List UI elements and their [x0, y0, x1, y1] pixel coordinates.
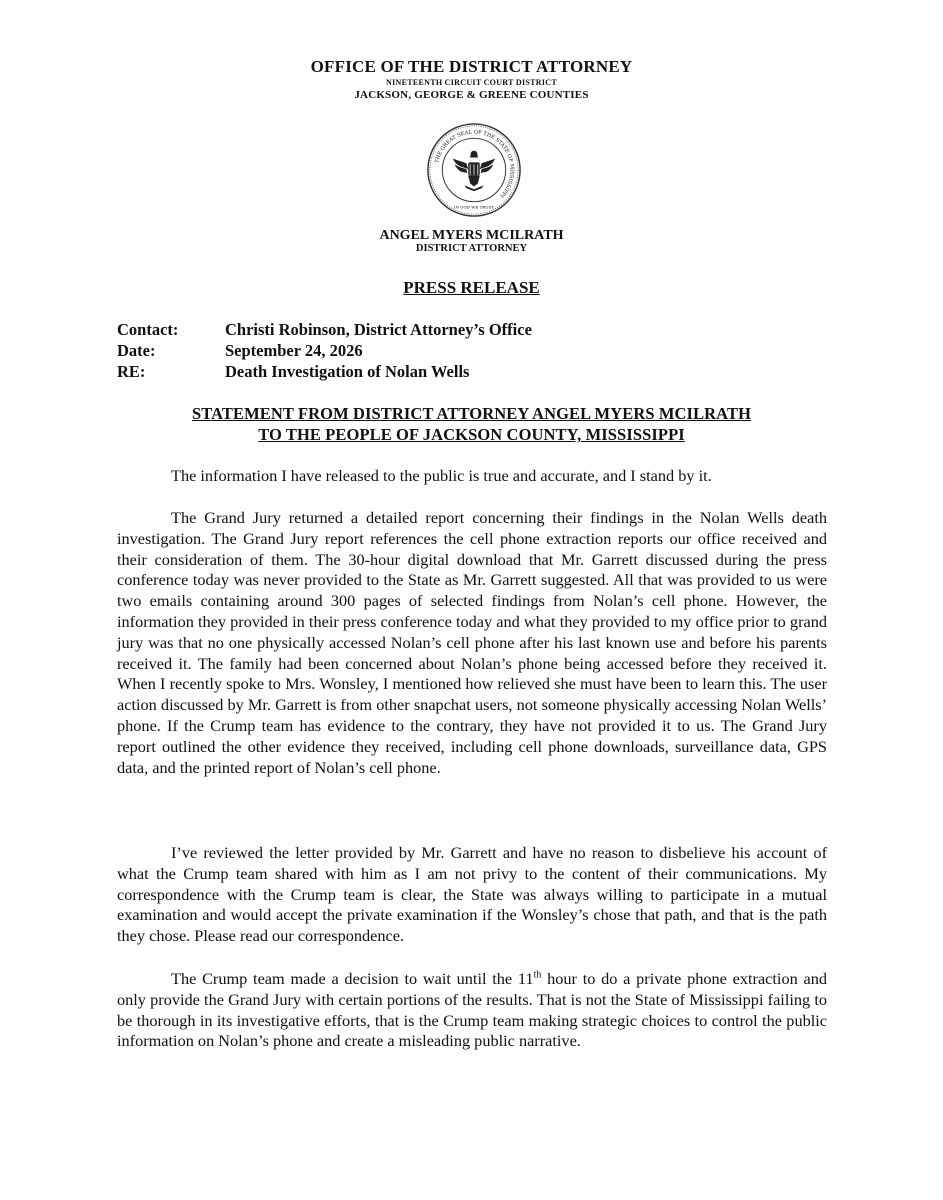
- statement-heading-line1: STATEMENT FROM DISTRICT ATTORNEY ANGEL MYERS MCILRATH: [191, 404, 752, 423]
- re-value: Death Investigation of Nolan Wells: [225, 362, 470, 381]
- district-subtitle: NINETEENTH CIRCUIT COURT DISTRICT: [386, 78, 557, 87]
- district-attorney-name: ANGEL MYERS MCILRATH: [379, 228, 564, 243]
- date-label: Date:: [117, 341, 156, 360]
- counties-subtitle: JACKSON, GEORGE & GREENE COUNTIES: [354, 89, 589, 101]
- state-seal-eagle-icon: [426, 122, 522, 218]
- contact-value: Christi Robinson, District Attorney’s Office: [225, 320, 532, 339]
- paragraph-3: I’ve reviewed the letter provided by Mr. Garrett and have no reason to disbelieve his account of what the Crump team shared with him as I am not privy to the content of their communications. My correspondence with the Crump team is clear, the State was always willing to participate in a mutual examination and would accept the private examination if the Wonsley’s chose that path, and that is the path they chose. Please read our correspondence.: [117, 843, 827, 946]
- paragraph-4: [117, 969, 827, 1052]
- paragraph-1: The information I have released to the public is true and accurate, and I stand by it.: [171, 466, 712, 485]
- re-label: RE:: [117, 362, 146, 381]
- office-title: OFFICE OF THE DISTRICT ATTORNEY: [310, 57, 633, 76]
- paragraph-4-end: hour to do a private phone extraction and only provide the Grand Jury with certain portions of the results. That is not the State of Mississippi failing to be thorough in its investigative efforts, that is the Crump team making strategic choices to control the public information on Nolan’s phone and create a misleading public narrative.: [117, 969, 827, 1051]
- press-release-heading: PRESS RELEASE: [403, 278, 540, 297]
- paragraph-4-start: The Crump team made a decision to wait until the 11: [171, 969, 534, 988]
- statement-heading-line2: TO THE PEOPLE OF JACKSON COUNTY, MISSISSIPPI: [258, 425, 685, 444]
- contact-label: Contact:: [117, 320, 179, 339]
- paragraph-4-superscript: th: [533, 969, 542, 981]
- paragraph-2: The Grand Jury returned a detailed report concerning their findings in the Nolan Wells death investigation. The Grand Jury report references the cell phone extraction reports our office received and their consideration of them. The 30-hour digital download that Mr. Garrett discussed during the press conference today was never provided to the State as Mr. Garrett suggested. All that was provided to us were two emails containing around 300 pages of selected findings from Nolan’s cell phone. However, the information they provided in their press conference today and what they provided to my office prior to grand jury was that no one physically accessed Nolan’s cell phone after his last known use and before his parents received it. The family had been concerned about Nolan’s phone being accessed before they received it. When I recently spoke to Mrs. Wonsley, I mentioned how relieved she must have been to learn this. The user action discussed by Mr. Garrett is from other snapchat users, not someone physically accessing Nolan Wells’ phone. If the Crump team has evidence to the contrary, they have not provided it to us. The Grand Jury report outlined the other evidence they received, including cell phone downloads, surveillance data, GPS data, and the printed report of Nolan’s cell phone.: [117, 508, 827, 777]
- seal-motto: IN GOD WE TRUST: [453, 204, 495, 210]
- date-value: September 24, 2026: [225, 341, 363, 360]
- seal-ring-text: THE GREAT SEAL OF THE STATE OF MISSISSIPPI: [434, 129, 515, 199]
- district-attorney-title: DISTRICT ATTORNEY: [415, 243, 528, 254]
